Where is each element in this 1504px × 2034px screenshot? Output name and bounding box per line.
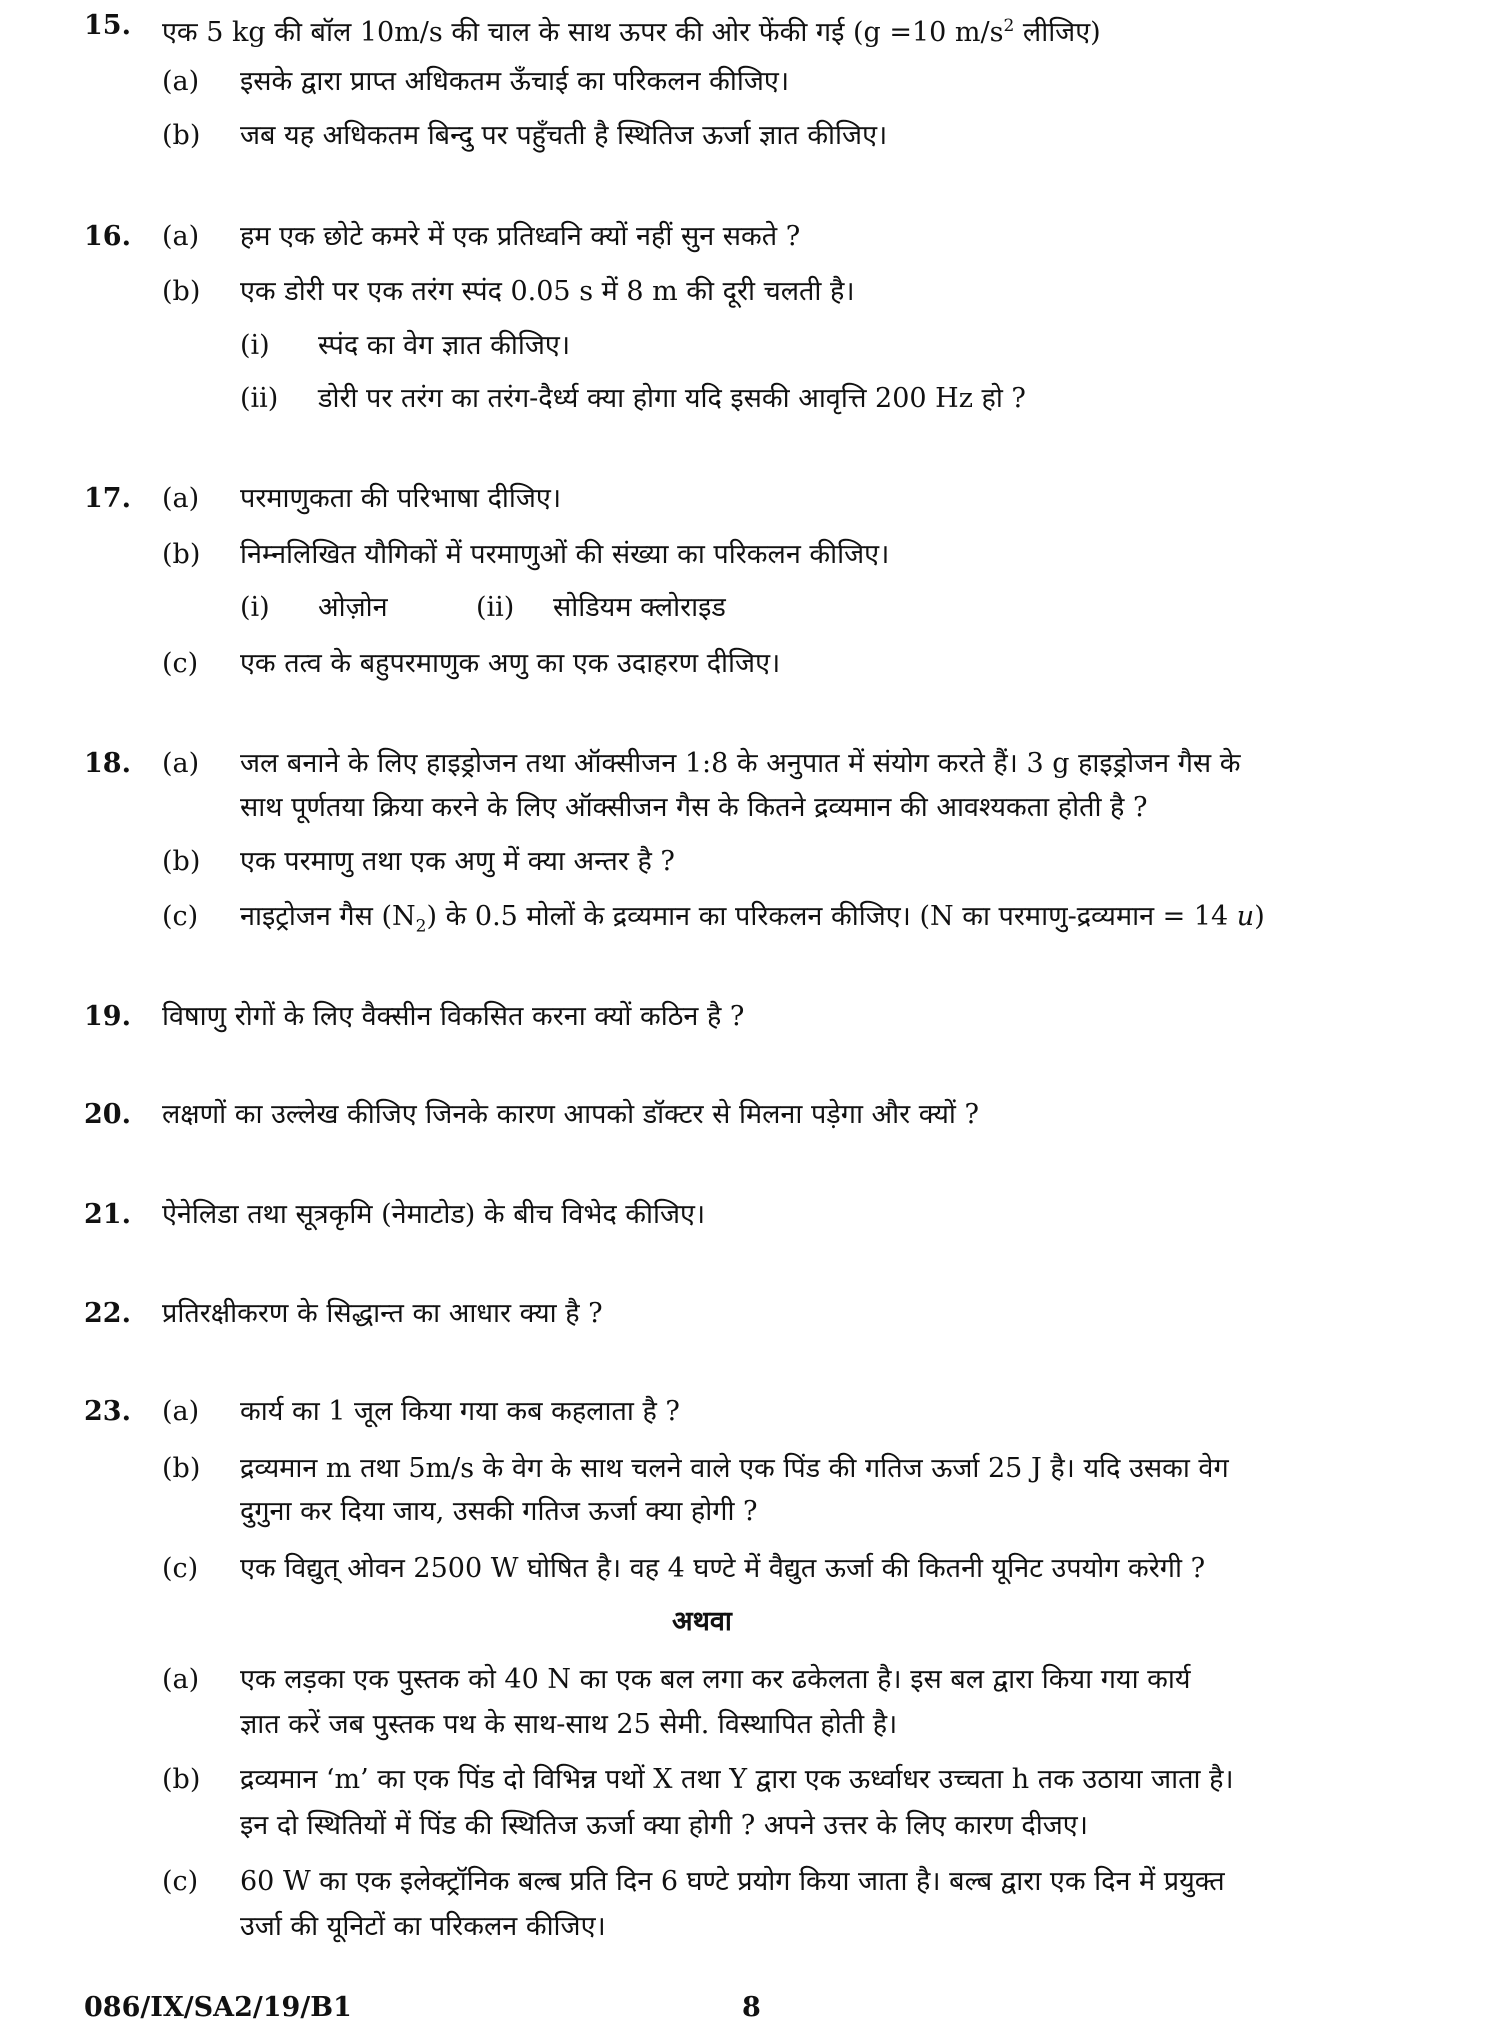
subpart-text: स्पंद का वेग ज्ञात कीजिए। xyxy=(318,330,571,361)
question-text: लक्षणों का उल्लेख कीजिए जिनके कारण आपको डॉक्टर से मिलना पड़ेगा और क्यों ? xyxy=(162,1099,979,1130)
part-text: इसके द्वारा प्राप्त अधिकतम ऊँचाई का परिकलन कीजिए। xyxy=(240,66,790,97)
part-text: परमाणुकता की परिभाषा दीजिए। xyxy=(240,483,562,514)
part-label: (a) xyxy=(162,748,200,779)
part-text: एक परमाणु तथा एक अणु में क्या अन्तर है ? xyxy=(240,846,675,877)
part-label: (c) xyxy=(162,1553,199,1584)
part-label: (b) xyxy=(162,120,201,151)
question-number: 15. xyxy=(84,10,131,41)
part-label: (a) xyxy=(162,221,200,252)
question-number: 18. xyxy=(84,748,131,779)
part-text: एक लड़का एक पुस्तक को 40 N का एक बल लगा कर ढकेलता है। इस बल द्वारा किया गया कार्य xyxy=(240,1664,1191,1695)
question-number: 19. xyxy=(84,1001,131,1032)
part-text: द्रव्यमान m तथा 5m/s के वेग के साथ चलने वाले एक पिंड की गतिज ऊर्जा 25 J है। यदि उसका वेग xyxy=(240,1453,1229,1484)
part-text-continued: दुगुना कर दिया जाय, उसकी गतिज ऊर्जा क्या होगी ? xyxy=(240,1496,758,1527)
question-number: 17. xyxy=(84,483,131,514)
part-text: निम्नलिखित यौगिकों में परमाणुओं की संख्या का परिकलन कीजिए। xyxy=(240,539,890,570)
part-label: (c) xyxy=(162,901,199,932)
question-text: एक 5 kg की बॉल 10m/s की चाल के साथ ऊपर की ओर फेंकी गई (g =10 $m/s^2$ लीजिए) xyxy=(162,16,1101,48)
part-text: हम एक छोटे कमरे में एक प्रतिध्वनि क्यों नहीं सुन सकते ? xyxy=(240,221,801,252)
part-label: (a) xyxy=(162,1396,200,1427)
subpart-text: डोरी पर तरंग का तरंग-दैर्ध्य क्या होगा यदि इसकी आवृत्ति 200 Hz हो ? xyxy=(318,383,1026,414)
part-text: कार्य का 1 जूल किया गया कब कहलाता है ? xyxy=(240,1396,680,1427)
subpart-label: (i) xyxy=(240,330,270,361)
part-text-continued: ज्ञात करें जब पुस्तक पथ के साथ-साथ 25 सेमी. विस्थापित होती है। xyxy=(240,1709,898,1740)
part-text: द्रव्यमान ‘m’ का एक पिंड दो विभिन्न पथों X तथा Y द्वारा एक ऊर्ध्वाधर उच्चता h तक उठाया जाता है। xyxy=(240,1764,1234,1795)
part-label: (b) xyxy=(162,846,201,877)
question-text: ऐनेलिडा तथा सूत्रकृमि (नेमाटोड) के बीच विभेद कीजिए। xyxy=(162,1199,706,1230)
part-label: (a) xyxy=(162,1664,200,1695)
part-label: (a) xyxy=(162,66,200,97)
question-text: प्रतिरक्षीकरण के सिद्धान्त का आधार क्या है ? xyxy=(162,1298,603,1329)
part-text-continued: साथ पूर्णतया क्रिया करने के लिए ऑक्सीजन गैस के कितने द्रव्यमान की आवश्यकता होती है ? xyxy=(240,792,1148,823)
question-number: 21. xyxy=(84,1199,131,1230)
question-text: विषाणु रोगों के लिए वैक्सीन विकसित करना क्यों कठिन है ? xyxy=(162,1001,745,1032)
part-label: (c) xyxy=(162,648,199,679)
part-text: एक डोरी पर एक तरंग स्पंद 0.05 s में 8 m की दूरी चलती है। xyxy=(240,276,855,307)
part-label: (c) xyxy=(162,1866,199,1897)
part-text: नाइट्रोजन गैस $(N_2)$ के 0.5 मोलों के द्रव्यमान का परिकलन कीजिए। (N का परमाणु-द्रव्यमान = 14 u) xyxy=(240,901,1265,937)
part-text: एक तत्व के बहुपरमाणुक अणु का एक उदाहरण दीजिए। xyxy=(240,648,781,679)
question-number: 22. xyxy=(84,1298,131,1329)
part-label: (a) xyxy=(162,483,200,514)
part-text-continued: इन दो स्थितियों में पिंड की स्थितिज ऊर्जा क्या होगी ? अपने उत्तर के लिए कारण दीजए। xyxy=(240,1810,1088,1841)
part-text-continued: उर्जा की यूनिटों का परिकलन कीजिए। xyxy=(240,1911,606,1942)
or-heading: अथवा xyxy=(672,1606,732,1637)
part-text: एक विद्युत् ओवन 2500 W घोषित है। वह 4 घण्टे में वैद्युत ऊर्जा की कितनी यूनिट उपयोग करेगी ? xyxy=(240,1553,1206,1584)
part-text: 60 W का एक इलेक्ट्रॉनिक बल्ब प्रति दिन 6 घण्टे प्रयोग किया जाता है। बल्ब द्वारा एक दिन में प्रयुक्त xyxy=(240,1866,1225,1897)
subpart-label: (i) xyxy=(240,592,270,623)
subpart-text: सोडियम क्लोराइड xyxy=(553,592,726,623)
question-number: 16. xyxy=(84,221,131,252)
paper-code: 086/IX/SA2/19/B1 xyxy=(84,1992,352,2023)
subpart-label: (ii) xyxy=(476,592,515,623)
part-label: (b) xyxy=(162,276,201,307)
part-text: जब यह अधिकतम बिन्दु पर पहुँचती है स्थितिज ऊर्जा ज्ञात कीजिए। xyxy=(240,120,888,151)
subpart-label: (ii) xyxy=(240,383,279,414)
part-label: (b) xyxy=(162,1764,201,1795)
question-number: 20. xyxy=(84,1099,131,1130)
part-label: (b) xyxy=(162,539,201,570)
subpart-text: ओज़ोन xyxy=(318,592,388,623)
part-text: जल बनाने के लिए हाइड्रोजन तथा ऑक्सीजन 1:8 के अनुपात में संयोग करते हैं। 3 g हाइड्रोजन गैस के xyxy=(240,748,1241,779)
question-number: 23. xyxy=(84,1396,131,1427)
part-label: (b) xyxy=(162,1453,201,1484)
page-number: 8 xyxy=(742,1992,761,2023)
